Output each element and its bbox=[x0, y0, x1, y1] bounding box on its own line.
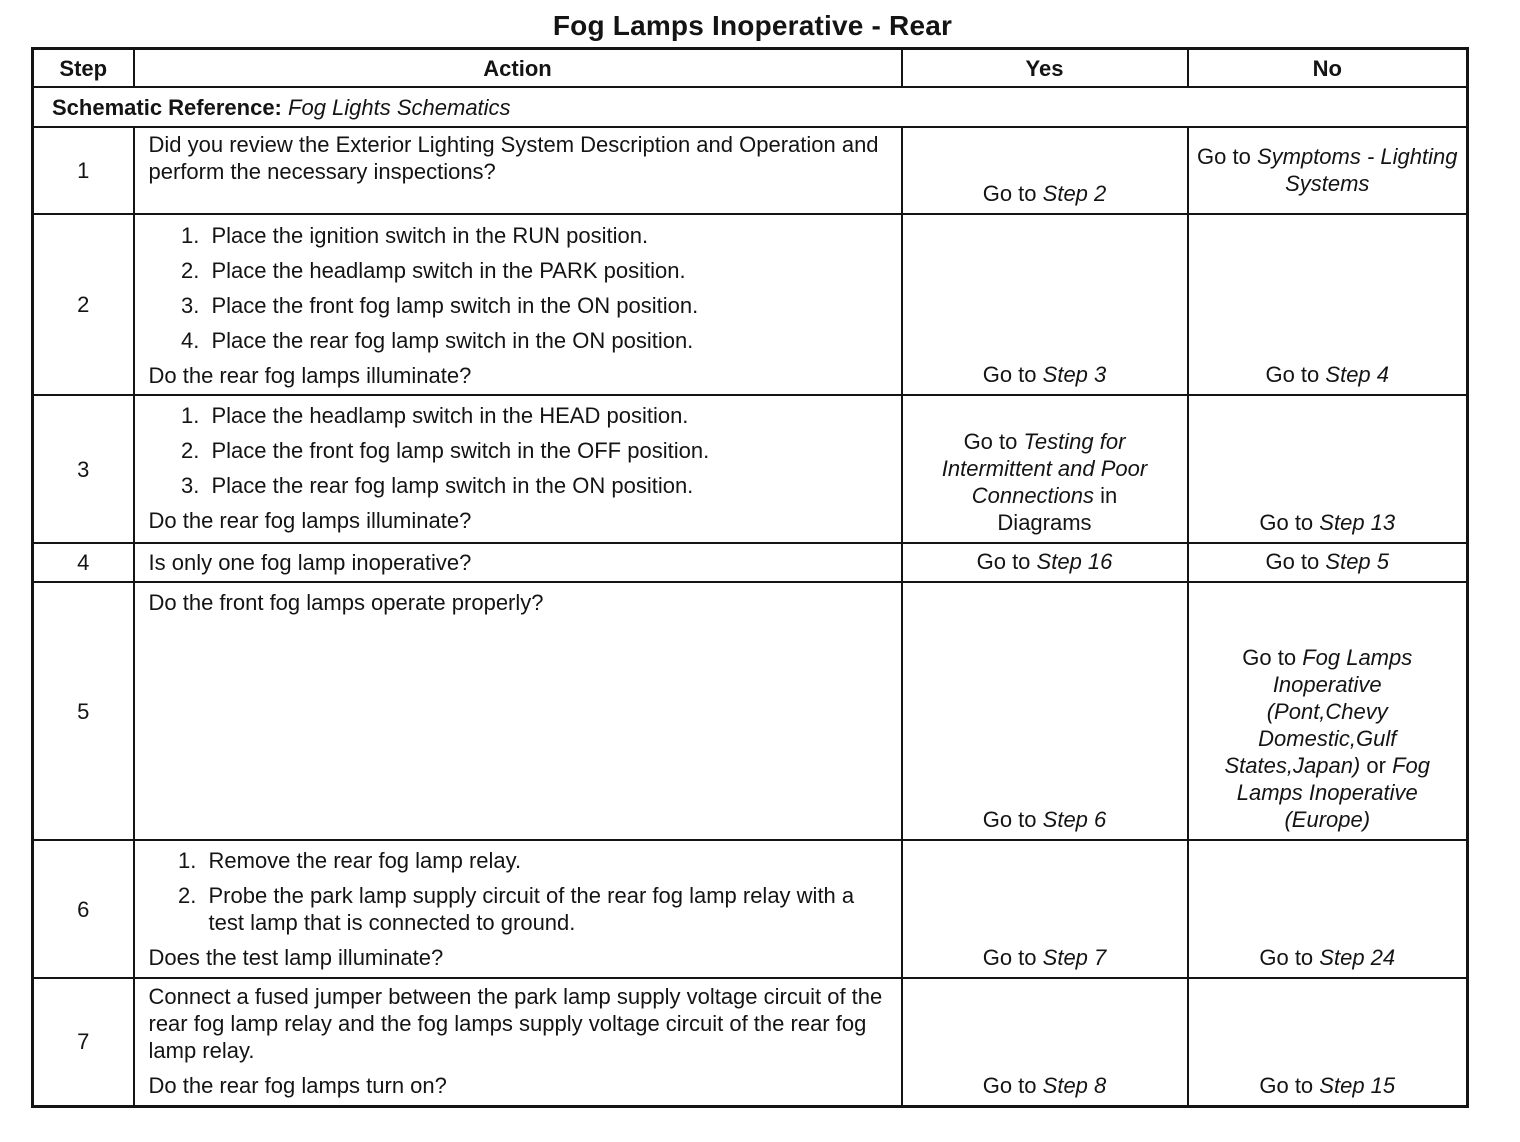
yes-result bbox=[902, 127, 1188, 214]
step-number: 5 bbox=[33, 582, 134, 840]
yes-result bbox=[902, 582, 1188, 840]
no-result bbox=[1188, 978, 1468, 1106]
no-link[interactable]: Step 4 bbox=[1325, 362, 1390, 387]
no-result bbox=[1188, 127, 1468, 214]
step-number: 2 bbox=[33, 214, 134, 395]
header-no: No bbox=[1188, 49, 1468, 88]
go-to-label: Go to bbox=[982, 945, 1037, 970]
yes-link[interactable]: Testing for Intermittent and Poor Connections bbox=[941, 429, 1148, 508]
yes-link[interactable]: Step 16 bbox=[1036, 549, 1113, 574]
yes-link[interactable]: Step 6 bbox=[1042, 807, 1107, 832]
yes-link[interactable]: Step 2 bbox=[1042, 181, 1107, 206]
table-row bbox=[33, 978, 1468, 1106]
action-text: Is only one fog lamp inoperative? bbox=[134, 543, 902, 582]
schematic-reference-row bbox=[33, 87, 1468, 127]
go-to-label: Go to bbox=[963, 429, 1018, 454]
action-cell bbox=[134, 395, 902, 543]
go-to-label: Go to bbox=[1265, 549, 1320, 574]
step-number: 6 bbox=[33, 840, 134, 978]
go-to-label: Go to bbox=[1265, 362, 1320, 387]
yes-link[interactable]: Step 7 bbox=[1042, 945, 1107, 970]
step-number: 7 bbox=[33, 978, 134, 1106]
substep: 2. Place the headlamp switch in the PARK position. bbox=[206, 257, 891, 284]
action-text: Do the front fog lamps operate properly? bbox=[134, 582, 902, 840]
action-cell bbox=[134, 978, 902, 1106]
header-step: Step bbox=[33, 49, 134, 88]
substep: 2. Place the front fog lamp switch in the OFF position. bbox=[206, 437, 891, 464]
question: Does the test lamp illuminate? bbox=[148, 945, 444, 970]
no-result bbox=[1188, 543, 1468, 582]
substep: 3. Place the front fog lamp switch in the ON position. bbox=[206, 292, 891, 319]
yes-link[interactable]: Step 8 bbox=[1042, 1072, 1107, 1098]
substep-list bbox=[149, 222, 891, 354]
step-number: 4 bbox=[33, 543, 134, 582]
question: Do the rear fog lamps illuminate? bbox=[148, 508, 472, 533]
no-result bbox=[1188, 582, 1468, 840]
header-row bbox=[33, 49, 1468, 88]
go-to-label: Go to bbox=[1197, 143, 1251, 169]
yes-result bbox=[902, 978, 1188, 1106]
yes-link[interactable]: Step 3 bbox=[1042, 362, 1107, 387]
action-cell bbox=[134, 840, 902, 978]
step-number: 1 bbox=[33, 127, 134, 214]
action-text: Connect a fused jumper between the park lamp supply voltage circuit of the rear fog lamp relay and the fog lamps supply voltage circuit of the rear fog lamp relay. bbox=[148, 984, 883, 1063]
go-to-label: Go to bbox=[982, 181, 1037, 206]
substep-list bbox=[149, 402, 891, 499]
yes-result bbox=[902, 543, 1188, 582]
no-link-2[interactable]: Fog Lamps Inoperative (Europe) bbox=[1236, 753, 1430, 832]
step-number: 3 bbox=[33, 395, 134, 543]
yes-result bbox=[902, 840, 1188, 978]
no-link[interactable]: Step 24 bbox=[1319, 945, 1396, 970]
go-to-label: Go to bbox=[1259, 945, 1314, 970]
no-result bbox=[1188, 214, 1468, 395]
table-row bbox=[33, 582, 1468, 840]
table-row bbox=[33, 395, 1468, 543]
no-link[interactable]: Step 5 bbox=[1325, 549, 1390, 574]
yes-result bbox=[902, 214, 1188, 395]
go-to-label: Go to bbox=[982, 1072, 1037, 1098]
table-row bbox=[33, 840, 1468, 978]
header-action: Action bbox=[134, 49, 902, 88]
substep: 4. Place the rear fog lamp switch in the ON position. bbox=[206, 327, 891, 354]
schematic-reference bbox=[33, 87, 1468, 127]
substep: 1. Place the ignition switch in the RUN position. bbox=[206, 222, 891, 249]
substep: 3. Place the rear fog lamp switch in the ON position. bbox=[206, 472, 891, 499]
table-row bbox=[33, 214, 1468, 395]
substep: 2. Probe the park lamp supply circuit of the rear fog lamp relay with a test lamp that is connected to ground. bbox=[203, 882, 891, 936]
no-connector: or bbox=[1366, 753, 1386, 778]
action-cell bbox=[134, 214, 902, 395]
no-result bbox=[1188, 840, 1468, 978]
schematic-label: Schematic Reference: bbox=[52, 94, 282, 120]
header-yes: Yes bbox=[902, 49, 1188, 88]
go-to-label: Go to bbox=[1259, 510, 1314, 535]
question: Do the rear fog lamps turn on? bbox=[148, 1073, 447, 1098]
no-link[interactable]: Step 13 bbox=[1319, 510, 1396, 535]
question: Do the rear fog lamps illuminate? bbox=[148, 363, 472, 388]
go-to-label: Go to bbox=[1259, 1072, 1314, 1098]
action-text: Did you review the Exterior Lighting System Description and Operation and perform the necessary inspections? bbox=[134, 127, 902, 214]
diagnostic-table bbox=[31, 47, 1469, 1108]
go-to-label: Go to bbox=[982, 807, 1037, 832]
go-to-label: Go to bbox=[982, 362, 1037, 387]
go-to-label: Go to bbox=[976, 549, 1031, 574]
no-link[interactable]: Symptoms - Lighting Systems bbox=[1256, 143, 1458, 196]
table-row bbox=[33, 543, 1468, 582]
no-link[interactable]: Step 15 bbox=[1319, 1072, 1396, 1098]
page-title: Fog Lamps Inoperative - Rear bbox=[552, 10, 953, 41]
substep-list bbox=[149, 847, 891, 936]
table-row bbox=[33, 127, 1468, 214]
yes-result bbox=[902, 395, 1188, 543]
go-to-label: Go to bbox=[1242, 645, 1297, 670]
schematic-link[interactable]: Fog Lights Schematics bbox=[288, 94, 511, 120]
no-link[interactable]: Fog Lamps Inoperative (Pont,Chevy Domestic,Gulf States,Japan) bbox=[1224, 645, 1413, 778]
substep: 1. Remove the rear fog lamp relay. bbox=[203, 847, 891, 874]
substep: 1. Place the headlamp switch in the HEAD position. bbox=[206, 402, 891, 429]
no-result bbox=[1188, 395, 1468, 543]
yes-suffix: in Diagrams bbox=[997, 483, 1118, 535]
